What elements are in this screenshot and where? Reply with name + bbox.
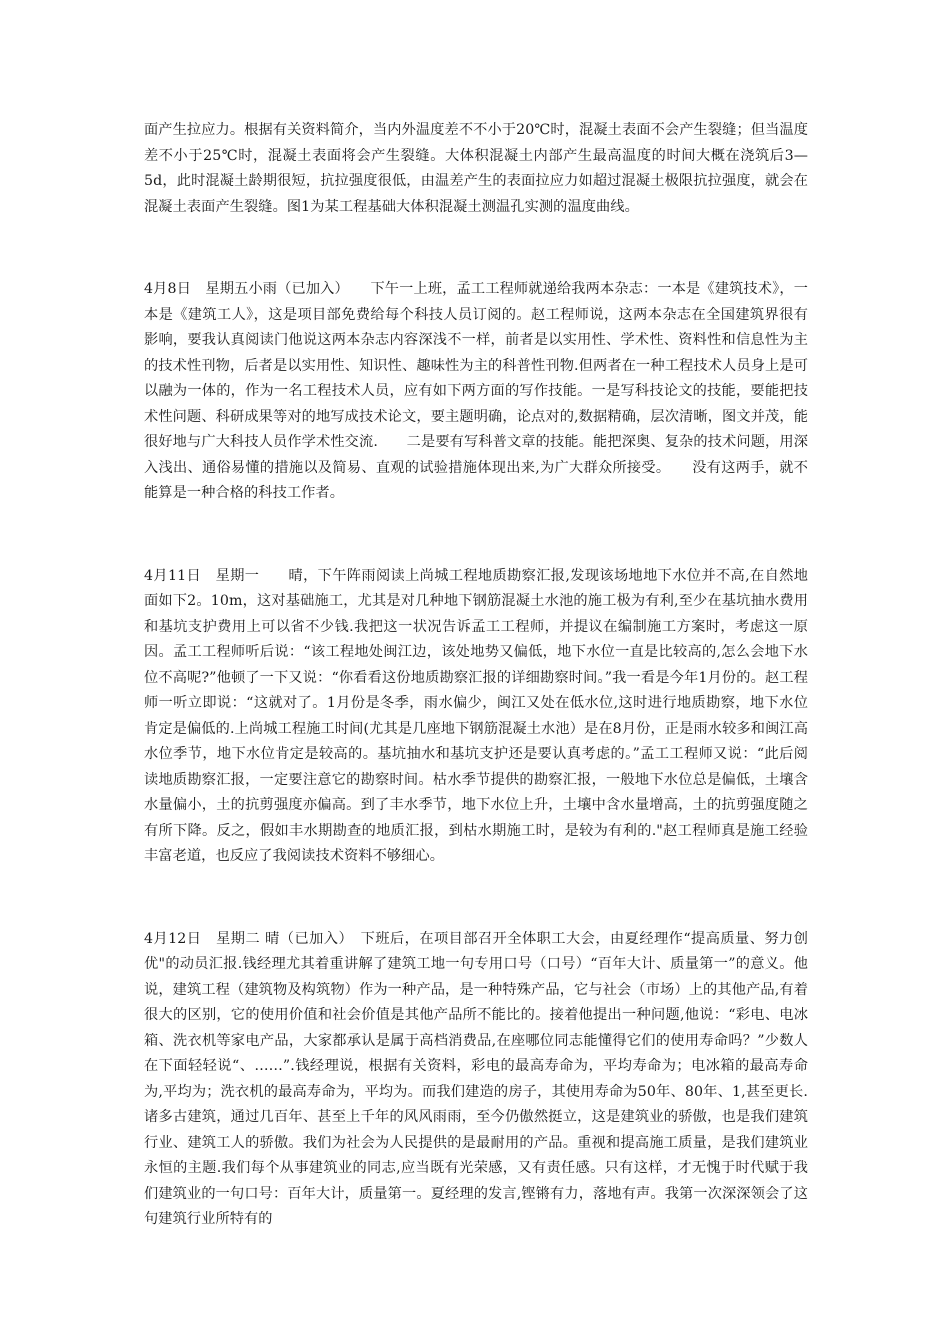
paragraph-spacer [144, 507, 808, 564]
paragraph-spacer [144, 220, 808, 277]
paragraph-apr12-entry: 4月12日 星期二 晴（已加入） 下班后，在项目部召开全体职工大会，由夏经理作“提高质量、努力创优"的动员汇报.钱经理尤其着重讲解了建筑工地一句专用口号（口号）“百年大计、质量第一”的意义。他说，建筑工程（建筑物及构筑物）作为一种产品，是一种特殊产品，它与社会（市场）上的其他产品,有着很大的区别，它的使用价值和社会价值是其他产品所不能比的。接着他提出一种问题,他说：“彩电、电冰箱、洗衣机等家电产品，大家都承认是属于高档消费品,在座哪位同志能懂得它们的使用寿命吗？”少数人在下面轻轻说“、……”.钱经理说，根据有关资料，彩电的最高寿命为，平均寿命为；电冰箱的最高寿命为,平均为；洗衣机的最高寿命为，平均为。而我们建造的房子，其使用寿命为50年、80年、1,甚至更长.诸多古建筑，通过几百年、甚至上千年的风风雨雨，至今仍傲然挺立，这是建筑业的骄傲，也是我们建筑行业、建筑工人的骄傲。我们为社会为人民提供的是最耐用的产品。重视和提高施工质量，是我们建筑业永恒的主题.我们每个从事建筑业的同志,应当既有光荣感，又有责任感。只有这样，才无愧于时代赋于我们建筑业的一句口号：百年大计，质量第一。夏经理的发言,铿锵有力，落地有声。我第一次深深领会了这句建筑行业所特有的 [144, 930, 808, 1227]
document-page [144, 118, 808, 1233]
paragraph-spacer [144, 870, 808, 927]
paragraph-apr11-entry: 4月11日 星期一 晴，下午阵雨阅读上尚城工程地质勘察汇报,发现该场地地下水位并不高,在自然地面如下2。10m，这对基础施工，尤其是对几种地下钢筋混凝土水池的施工极为有利,至少在基坑抽水费用和基坑支护费用上可以省不少钱.我把这一状况告诉孟工工程师，并提议在编制施工方案时，考虑这一原因。孟工工程师听后说：“该工程地处闽江边，该处地势又偏低，地下水位一直是比较高的,怎么会地下水位不高呢?”他顿了一下又说：“你看看这份地质勘察汇报的详细勘察时间。”我一看是今年1月份的。赵工程师一听立即说：“这就对了。1月份是冬季，雨水偏少，闽江又处在低水位,这时进行地质勘察，地下水位肯定是偏低的.上尚城工程施工时间(尤其是几座地下钢筋混凝土水池）是在8月份，正是雨水较多和闽江高水位季节，地下水位肯定是较高的。基坑抽水和基坑支护还是要认真考虑的。”孟工工程师又说：“此后阅读地质勘察汇报，一定要注意它的勘察时间。枯水季节提供的勘察汇报，一般地下水位总是偏低，土壤含水量偏小，土的抗剪强度亦偏高。到了丰水季节，地下水位上升，土壤中含水量增高，土的抗剪强度随之有所下降。反之，假如丰水期勘查的地质汇报，到枯水期施工时，是较为有利的."赵工程师真是施工经验丰富老道，也反应了我阅读技术资料不够细心。 [144, 567, 808, 864]
paragraph-intro: 面产生拉应力。根据有关资料简介，当内外温度差不不小于20℃时，混凝土表面不会产生裂缝；但当温度差不小于25℃时，混凝土表面将会产生裂缝。大体积混凝土内部产生最高温度的时间大概在浇筑后3—5d，此时混凝土龄期很短，抗拉强度很低，由温差产生的表面拉应力如超过混凝土极限抗拉强度，就会在混凝土表面产生裂缝。图1为某工程基础大体积混凝土测温孔实测的温度曲线。 [144, 122, 808, 215]
paragraph-apr8-entry: 4月8日 星期五小雨（已加入） 下午一上班，孟工工程师就递给我两本杂志：一本是《建筑技术》，一本是《建筑工人》，这是项目部免费给每个科技人员订阅的。赵工程师说，这两本杂志在全国建筑界很有影响，要我认真阅读门他说这两本杂志内容深浅不一样，前者是以实用性、学术性、资料性和信息性为主的技术性刊物，后者是以实用性、知识性、趣味性为主的科普性刊物.但两者在一种工程技术人员身上是可以融为一体的，作为一名工程技术人员，应有如下两方面的写作技能。一是写科技论文的技能，要能把技术性问题、科研成果等对的地写成技术论文，要主题明确，论点对的,数据精确，层次清晰，图文并茂，能很好地与广大科技人员作学术性交流. 二是要有写科普文章的技能。能把深奥、复杂的技术问题，用深入浅出、通俗易懂的措施以及简易、直观的试验措施体现出来,为广大群众所接受。 没有这两手，就不能算是一种合格的科技工作者。 [144, 281, 808, 501]
